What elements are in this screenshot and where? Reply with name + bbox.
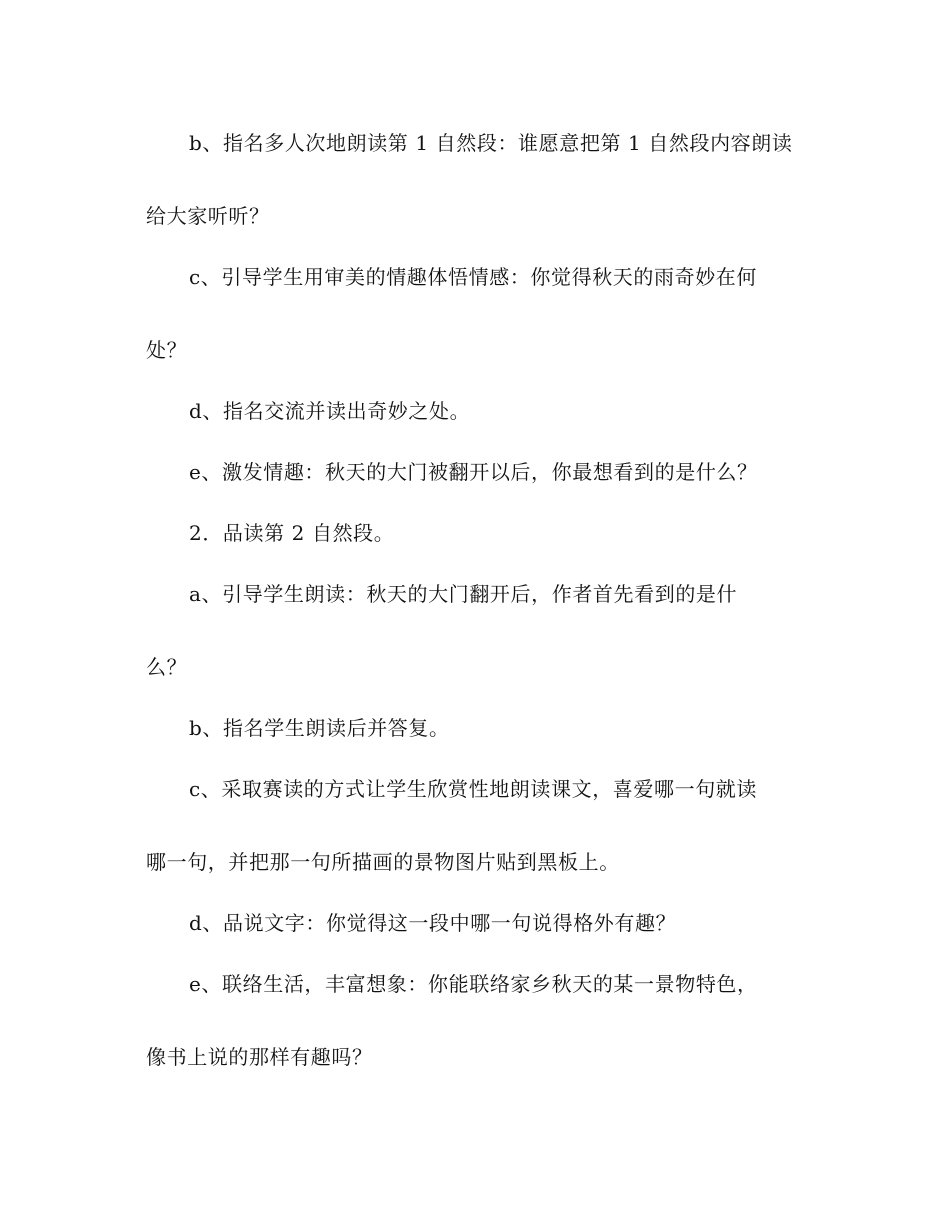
paragraph-c-line-2: 处？: [146, 338, 188, 362]
paragraph-e: e、激发情趣：秋天的大门被翻开以后，你最想看到的是什么？: [189, 460, 758, 484]
paragraph-c2-line-2: 哪一句，并把那一句所描画的景物图片贴到黑板上。: [146, 850, 620, 874]
section-heading-2: 2．品读第 2 自然段。: [189, 521, 395, 545]
paragraph-c-line-1: c、引导学生用审美的情趣体悟情感：你觉得秋天的雨奇妙在何: [189, 265, 758, 289]
paragraph-d2: d、品说文字：你觉得这一段中哪一句说得格外有趣？: [189, 911, 677, 935]
paragraph-a-line-2: 么？: [146, 655, 188, 679]
paragraph-d: d、指名交流并读出奇妙之处。: [189, 399, 471, 423]
paragraph-e2-line-2: 像书上说的那样有趣吗？: [146, 1045, 373, 1069]
paragraph-b-line-1: b、指名多人次地朗读第 1 自然段：谁愿意把第 1 自然段内容朗读: [189, 131, 793, 155]
paragraph-b-line-2: 给大家听听？: [146, 204, 270, 228]
paragraph-c2-line-1: c、采取赛读的方式让学生欣赏性地朗读课文，喜爱哪一句就读: [189, 777, 758, 801]
paragraph-a-line-1: a、引导学生朗读：秋天的大门翻开后，作者首先看到的是什: [189, 582, 738, 606]
paragraph-e2-line-1: e、联络生活，丰富想象：你能联络家乡秋天的某一景物特色，: [189, 972, 758, 996]
paragraph-b2: b、指名学生朗读后并答复。: [189, 716, 450, 740]
